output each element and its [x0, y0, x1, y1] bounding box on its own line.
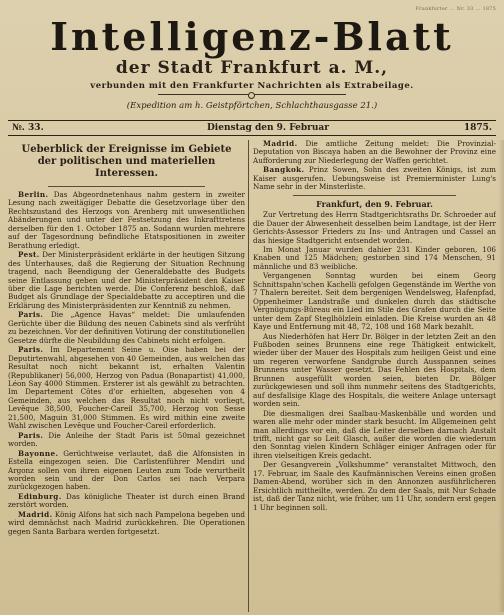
section-heading: Ueberblick der Ereignisse im Gebiete der politischen und materiellen Interessen. [21, 144, 232, 179]
article-paragraph [8, 346, 245, 431]
article-paragraph [253, 461, 496, 512]
paragraph-text: Prinz Sowen, Sohn des zweiten Königs, ist zum Kaiser ausgerufen. Uebungsweise ist Premierminister Lung's Name sehr in der Minsterliste. [253, 165, 496, 192]
issue-number: №. 33. [12, 123, 44, 133]
paragraph-text: Aus Niederhöfen hat Herr Dr. Bölger in der letzten Zeit an den Fußboden seines Brunnens eine rege Thätigkeit entwickelt, wieder über der Mauer des Hospitals zum heiligen Geist und eine um regeren verworfene Sandgrube durch Ausspannen seines Brunnens unter Wasser gesetzt. Das Fehlen des Hospitals, dem Brunnen ausgefüllt worden seien, bieten Dr. Bölger zurückgewiesen und soll ihm nunmehr seitens des Stadtgerichts, auf desfallsige Klage des Hospitals, die weitere Anlage untersagt worden sein. [253, 331, 496, 409]
article-paragraph [253, 272, 496, 331]
article-paragraph [8, 432, 245, 449]
dateline-keyword: Bayonne. [18, 448, 59, 458]
top-strip: Frankfurter ... Nr. 33 ... 1875 [415, 6, 496, 12]
article-paragraph [8, 511, 245, 536]
paragraph-text: Die „Agence Havas“ meldet: Die umlaufenden Gerüchte über die Bildung des neuen Cabinets sind als verfrüht zu bezeichnen. Vor der definitiven Votirung der constitutionellen Gesetze dürfte die Neubildung des Cabinets nicht erfolgen. [8, 310, 245, 345]
right-paragraphs-top [253, 140, 496, 192]
paragraph-text: Vergangenen Sonntag wurden bei einem Georg Schnittspahn'schen Kachelli gefolgen Gegenstände im Werthe von 7 Thalern bereitet. Seit dem bergenigen Wendelsweg, Hafenpfad, Oppenheimer Landstraße und dunkelen durch das städtische Vergnügungs-Büreau ein Lied im Stile des Grafen durch die Seite unter dem Zapf Steglhölzlein einladen. Die Kreise wurden an 48 Kaye und Entfernung mit 48, 72, 108 und 168 Mark bezahlt. [253, 271, 496, 332]
article-paragraph [253, 410, 496, 461]
left-column [8, 140, 245, 612]
right-paragraphs-bottom [253, 211, 496, 512]
dateline-keyword: Paris. [18, 310, 44, 320]
dateline-keyword: Bangkok. [263, 165, 305, 175]
paragraph-text: Der Gesangverein „Volkshumme“ veranstaltet Mittwoch, den 17. Februar, im Saale des Kaufmännischen Vereins einen großen Damen-Abend, worüber sich in den Annonzen ausführlicheren Ersichtlich mittheilte, werden. Zu dem der Saals, mit Nur Schade ist, daß der Tanz nicht, wie früher, um 11 Uhr, sondern erst gegen 1 Uhr beginnen soll. [253, 460, 496, 512]
section-rule [293, 195, 456, 196]
article-paragraph [8, 493, 245, 510]
paragraph-text: Im Departement Seine u. Oise haben bei der Deputirtenwahl, abgesehen von 40 Gemeinden, aus welchen das Resultat noch nicht bekannt ist, erhalten Valentin (Republikaner) 56,000, Herzog von Padua (Bonapartist) 41,000, Léon Say 4000 Stimmen. Ersterer ist als gewählt zu betrachten. Im Departement Côtes d'or erhielten, abgesehen von 4 Gemeinden, aus welchen das Resultat noch nicht vorliegt, Levêque 38,500, Foucher-Careil 35,700, Herzog von Sesse 21,500, Maguin 31,000 Stimmen. Es wird mithin eine zweite Wahl zwischen Levêque und Foucher-Careil erforderlich. [8, 345, 245, 431]
paragraph-text: Zur Vertretung des Herrn Stadtgerichtsraths Dr. Schroeder auf die Dauer der Abwesenheit desselben beim Landtage, ist der Herr Gerichts-Assessor Frieders zu Ins- und Antragen und Cassel an das hiesige Stadtgericht entsendet worden. [253, 210, 496, 245]
article-paragraph [253, 333, 496, 409]
article-paragraph [253, 246, 496, 271]
article-paragraph [8, 311, 245, 345]
paragraph-text: Gerüchtweise verlautet, daß die Alfonsisten in Estella eingezogen seien. Die Carlistenführer Mendiri und Argonz sollen von ihren eigenen Leuten zum Tode verurtheilt worden sein und der Don Carlos sei nach Verpara zurückgezogen haben. [8, 448, 245, 492]
right-column [253, 140, 496, 612]
heading-rule [48, 186, 205, 187]
dateline-keyword: Madrid. [263, 140, 298, 148]
issue-date: Dienstag den 9. Februar [207, 123, 329, 133]
dateline-keyword: Madrid. [18, 509, 53, 519]
article-paragraph [253, 140, 496, 165]
paragraph-text: Das Abgeordnetenhaus nahm gestern in zweiter Lesung nach zweitägiger Debatte die Gesetzvorlage über den Rechtszustand des Herzogs von Arenberg mit unwesentlichen Abänderungen und unter der Festsetzung des Inkrafttretens derselben für den 1. October 1875 an. Sodann wurden mehrere auf der Tagesordnung befindliche Etatspositionen in zweiter Berathung erledigt. [8, 190, 245, 250]
dateline-keyword: Paris. [18, 430, 44, 440]
article-paragraph [253, 211, 496, 245]
paragraph-text: König Alfons hat sich nach Pampelona begeben und wird demnächst nach Madrid zurückkehren. Die Operationen gegen Santa Barbara werden fortgesetzt. [8, 509, 245, 536]
dateline-keyword: Pest. [18, 250, 40, 260]
paragraph-text: Die Anleihe der Stadt Paris ist 50mal gezeichnet worden. [8, 430, 245, 449]
paragraph-text: Das königliche Theater ist durch einen Brand zerstört worden. [8, 491, 245, 510]
dateline-keyword: Berlin. [18, 190, 49, 199]
expedition-address: (Expedition am h. Geistpförtchen, Schlachthausgasse 21.) [126, 101, 378, 111]
issue-year: 1875. [463, 123, 492, 133]
masthead-ornament [158, 94, 346, 98]
article-paragraph [8, 251, 245, 310]
newspaper-title: Intelligenz-Blatt [50, 14, 454, 59]
newspaper-subtitle: der Stadt Frankfurt a. M., [115, 58, 389, 78]
article-paragraph [8, 191, 245, 250]
article-paragraph [8, 450, 245, 492]
dateline-keyword: Edinburg. [18, 491, 62, 501]
article-paragraph [253, 166, 496, 191]
column-divider [248, 140, 249, 612]
masthead [8, 6, 496, 118]
paragraph-text: Im Monat Januar wurden dahier 231 Kinder geboren, 106 Knaben und 125 Mädchen; gestorben sind 174 Menschen, 91 männliche und 83 weibliche. [253, 244, 496, 271]
supplement-note: verbunden mit den Frankfurter Nachrichten als Extrabeilage. [90, 81, 414, 91]
paragraph-text: Die diesmaligen drei Saalbau-Maskenbälle und worden und waren alle mehr oder minder stark besucht. Im Allgemeinen geht man allerdings vor ein, daß die Leiter derselben darnach Anstalt trifft, nicht gar so Leit Glasch, außer die worden die wiederum den Sonntag vielen Kindern Schläger einiger Anfragen oder für ihren vielseitigen Kreis gedacht. [253, 408, 496, 460]
left-paragraphs [8, 191, 245, 536]
dateline-keyword: Paris. [18, 345, 44, 355]
page-edge-shadow [498, 140, 504, 612]
paragraph-text: Der Ministerpräsident erklärte in der heutigen Sitzung des Unterhauses, daß die Regierung der Situation Rechnung tragend, nach Beendigung der Generaldebatte des Budgets seine Entlassung geben und der Ministerpräsident den Kaiser über die Lage berichten werde. Die Conferenz beschloß, daß Budget als Grundlage der Specialdebatte zu acceptiren und die Erklärung des Ministerpräsidenten zur Kenntniß zu nehmen. [8, 250, 245, 310]
paragraph-text: Die amtliche Zeitung meldet: Die Provinzial-Deputation von Biscaya haben an die Bewohner der Provinz eine Aufforderung zur Niederlegung der Waffen gerichtet. [253, 140, 496, 165]
dateline [8, 120, 496, 136]
frankfurt-dateline: Frankfurt, den 9. Februar. [316, 198, 433, 209]
